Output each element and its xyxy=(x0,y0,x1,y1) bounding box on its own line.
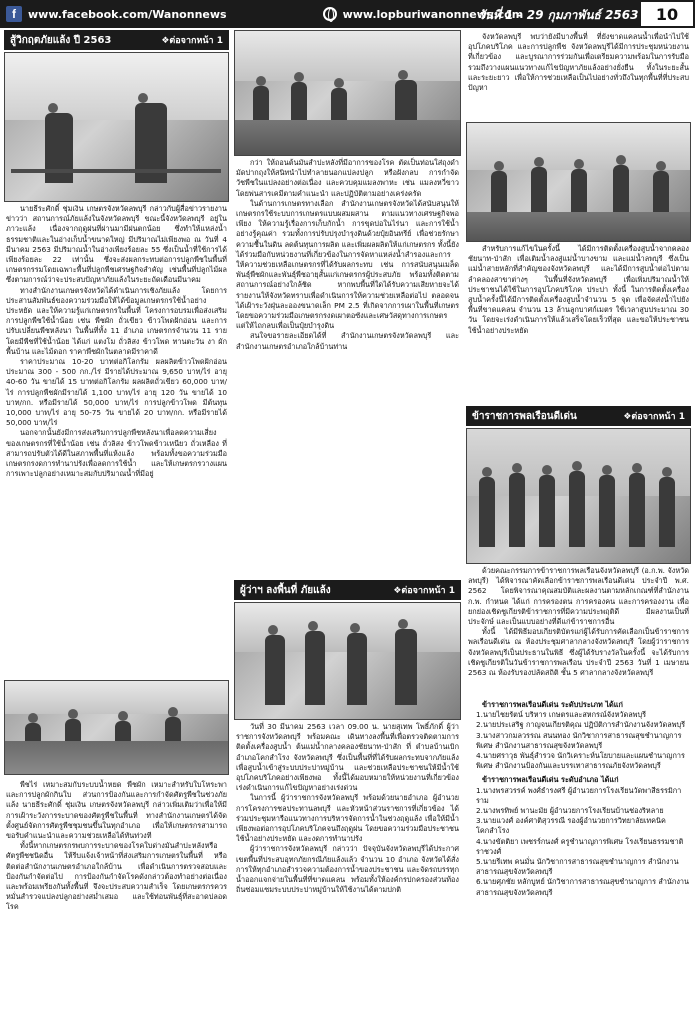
facebook-icon: f xyxy=(6,6,22,22)
page-number: 10 xyxy=(639,0,695,28)
drought-paragraph-3: ราคาประมาณ 10-20 บาทต่อกิโลกรัม ผลผลิตข้าวโพดฝักอ่อนประมาณ 300 - 500 กก./ไร่ มีรายได้ประมาณ 9,650 บาท/ไร่ อายุ 40-60 วัน ขายได้ 15 บาทต่อกิโลกรัม ผลผลิตถั่วเขียว 60,000 บาท/ไร่ การปลูกพืชผักมีรายได้ 1,100 บาท/ไร่ อายุ 120 วัน ขายได้ 10 บาท/กก. หรือมีรายได้ 50,000 บาท/ไร่ การปลูกข้าวโพด มีต้นทุน 10,000 บาท/ไร่ อายุ 50-75 วัน ขายได้ 20 บาท/กก. หรือมีรายได้ 50,000 บาท/ไร่ xyxy=(6,357,227,428)
drought-body-3 xyxy=(234,156,461,576)
issue-date: วันที่ 1 - 29 กุมภาพันธ์ 2563 xyxy=(478,8,639,22)
list-item: 1.นางพรสวรรค์ พงศ์ธำรงศรี ผู้อำนวยการโรงเรียนวัดพาสีธรรมิการาม xyxy=(476,785,682,805)
drought-paragraph-1: นายธีระศักดิ์ ชุ่มเงิน เกษตรจังหวัดลพบุรี กล่าวกับผู้สื่อข่าวรายงานข่าวว่า สถานการณ์ภัยแล้งในจังหวัดลพบุรี ขณะนี้จังหวัดลพบุรี อยู่ในภาวะแล้ง เนื่องจากฤดูฝนที่ผ่านมามีฝนตกน้อย ซึ่งทำให้แหล่งน้ำธรรมชาติและในอ่างเก็บน้ำขนาดใหญ่ มีปริมาณไม่เพียงพอ ณ วันที่ 4 มีนาคม 2563 มีปริมาณน้ำในอ่างเพียงร้อยละ 55 ซึ่งเป็นน้ำที่ใช้การได้เพียงร้อยละ 22 เท่านั้น ซึ่งจะส่งผลกระทบต่อการปลูกพืชในพื้นที่เกษตรกรรมโดยเฉพาะพื้นที่ปลูกพืชเศรษฐกิจสำคัญ เช่นพื้นที่ปลูกไม้ผล ซึ่งตามการณ์ว่าจะประสบปัญหาภัยแล้งในระยะถัดเดือนมีนาคม xyxy=(6,204,227,285)
water-body-2 xyxy=(466,30,691,120)
water-body-1 xyxy=(234,720,461,1018)
masthead-bar xyxy=(0,0,695,28)
volunteer-paragraph-1: ด้วยคณะกรรมการข้าราชการพลเรือนจังหวัดลพบุรี (อ.ก.พ. จังหวัดลพบุรี) ได้พิจารณาคัดเลือกข้าราชการพลเรือนดีเด่น ประจำปี พ.ศ. 2562 โดยพิจารณาคุณสมบัติและผลงานตามหลักเกณฑ์ที่สำนักงาน ก.พ. กำหนด ได้แก่ การครองตน การครองคน และการครองงาน เพื่อยกย่องเชิดชูเกียรติข้าราชการที่มีความประพฤติดี มีผลงานเป็นที่ประจักษ์ และเป็นแบบอย่างที่ดีแก่ข้าราชการอื่น xyxy=(468,566,689,627)
column-right xyxy=(466,30,691,1018)
column-left xyxy=(4,30,229,1018)
water-paragraph-1: วันที่ 30 มีนาคม 2563 เวลา 09.00 น. นายสุเทพ โพธิ์ภักดิ์ ผู้ว่าราชการจังหวัดลพบุรี พร้อมคณะ เดินทางลงพื้นที่เพื่อตรวจติดตามการติดตั้งเครื่องสูบน้ำ ต้นแม่น้ำกลางคลองชัยนาท-ป่าสัก ที่ ตำบลบ้านเบิก อำเภอโคกสำโรง จังหวัดลพบุรี ซึ่งเป็นพื้นที่ที่ได้รับผลกระทบจากภัยแล้ง เพื่อสูบน้ำเข้าสู่ระบบประปาหมู่บ้าน และช่วยเหลือประชาชนให้มีน้ำใช้อุปโภคบริโภคอย่างเพียงพอ ทั้งนี้ได้มอบหมายให้หน่วยงานที่เกี่ยวข้องเร่งดำเนินการแก้ไขปัญหาอย่างเร่งด่วน xyxy=(236,722,459,793)
drought-paragraph-7: กว่า ให้ถอนต้นมันสำปะหลังที่มีอาการของโรค ตัดเป็นท่อนใส่ถุงดำมัดปากถุงให้สนิทนำไปทำลายนอกแปลงปลูก หรือฝังกลบ การกำจัดวัชพืชในแปลงอย่างต่อเนื่อง และควบคุมแมลงพาหะ เช่น แมลงหวี่ขาว โดยพ่นสารเคมีตามคำแนะนำ และปฏิบัติตามอย่างเคร่งครัด xyxy=(236,158,459,198)
award-list xyxy=(466,694,691,898)
list-item: 1.นายไชยรัตน์ บริหาร เกษตรและสหกรณ์จังหวัดลพบุรี xyxy=(476,710,647,720)
drought-header xyxy=(4,30,229,50)
drought-photo-1 xyxy=(4,52,229,202)
water-header xyxy=(234,580,461,600)
drought-body-1 xyxy=(4,202,229,479)
volunteer-title: ข้าราชการพลเรือนดีเด่น xyxy=(472,410,577,422)
drought-paragraph-5: พืชไร่ เหมาะสมกับระบบน้ำหยด พืชผัก เหมาะสำหรับใบโหระพาและการปลูกผักกินใบ ส่วนการป้องกันและการกำจัดศัตรูพืชในช่วงภัยแล้ง นายธีระศักดิ์ ชุ่มเงิน เกษตรจังหวัดลพบุรี กล่าวเพิ่มเติมว่าเพื่อให้มีการเฝ้าระวังการระบาดของศัตรูพืชในพื้นที่ ทางสำนักงานเกษตรได้จัดตั้งศูนย์จัดการศัตรูพืชชุมชนขึ้นในทุกอำเภอ เพื่อให้เกษตรกรสามารถขอรับคำแนะนำและความช่วยเหลือได้ทันท่วงที xyxy=(6,780,227,841)
volunteer-continued: ❖ต่อจากหน้า 1 xyxy=(623,412,685,422)
field-photo xyxy=(234,30,461,156)
water-title: ผู้ว่าฯ ลงพื้นที่ ภัยแล้ง xyxy=(240,584,331,596)
list-item: 2.นายประเสริฐ กาญจนเกียรติคุณ ปฏิบัติการสำนักงานจังหวัดลพบุรี xyxy=(476,720,686,730)
water-body-3 xyxy=(466,242,691,402)
list-item: 4.นางขัตติยา เพชรร์กนงศ์ ครูชำนาญการพิเศษ โรงเรียนธรรมชาติราชวงศ์ xyxy=(476,836,684,856)
facebook-link[interactable] xyxy=(6,6,227,22)
list-item: 4.นายศราวุธ พันธุ์สำรวจ นักวิเคราะห์นโยบายและแผนชำนาญการพิเศษ สำนักงานป้องกันและบรรเทาสาธารณภัยจังหวัดลพบุรี xyxy=(476,751,685,771)
drought-body-2 xyxy=(4,778,229,913)
drought-paragraph-6: ทั้งนี้หากเกษตรกรพบการระบาดของโรคใบด่างมันสำปะหลังหรือศัตรูพืชชนิดอื่น ให้รีบแจ้งเจ้าหน้าที่ส่งเสริมการเกษตรในพื้นที่ หรือติดต่อสำนักงานเกษตรอำเภอใกล้บ้าน เพื่อดำเนินการตรวจสอบและป้องกันกำจัดต่อไป การป้องกันกำจัดโรคดังกล่าวต้องทำอย่างต่อเนื่องและพร้อมเพรียงกันทั้งพื้นที่ จึงจะประสบความสำเร็จ โดยเกษตรกรควรหมั่นสำรวจแปลงปลูกอย่างสม่ำเสมอ และใช้ท่อนพันธุ์ที่สะอาดปลอดโรค xyxy=(6,841,227,912)
drought-paragraph-2: ทางสำนักงานเกษตรจังหวัดได้ดำเนินการเชิงภัยแล้ง โดยการประสานสัมพันธ์ของความร่วมมือให้ได้ข้อมูลเกษตรกรใช้น้ำอย่างประหยัด และให้ความรู้แก่เกษตรกรในพื้นที่ โครงการอบรมเพื่อส่งเสริมการปลูกพืชใช้น้ำน้อย เช่น พืชผัก ถั่วเขียว ข้าวโพดฝักอ่อน และการปรับเปลี่ยนพืชหลังนา ในพื้นที่ทั้ง 11 อำเภอ เกษตรกรจำนวน 11 ราย โดยมีพืชที่ใช้น้ำน้อย ได้แก่ แตงโม ถั่วลิสง ข้าวโพด ทานตะวัน งา ผักพื้นบ้าน และไม้ดอก ราคาพืชผักในตลาดมีราคาดี xyxy=(6,285,227,356)
water-paragraph-5: สำหรับการแก้ไขในครั้งนี้ ได้มีการติดตั้งเครื่องสูบน้ำจากคลองชัยนาท-ป่าสัก เพื่อเติมน้ำลงสู่แม่น้ำบางขาม และแม่น้ำลพบุรี ซึ่งเป็นแม่น้ำสายหลักที่สำคัญของจังหวัดลพบุรี และได้มีการสูบน้ำต่อไปตามลำคลองสาขาต่างๆ ในพื้นที่จังหวัดลพบุรี เพื่อเพิ่มปริมาณน้ำให้ประชาชนได้ใช้ในการอุปโภคบริโภค ประปา ทั้งนี้ ในการติดตั้งเครื่องสูบน้ำครั้งนี้ได้มีการติดตั้งเครื่องสูบน้ำจำนวน 5 จุด เพื่อจัดส่งน้ำไปยังพื้นที่ขาดแคลน จำนวน 13 ล้านลูกบาศก์เมตร ใช้เวลาสูบประมาณ 30 วัน โดยจะเร่งดำเนินการให้แล้วเสร็จโดยเร็วที่สุด และขอให้ประชาชนใช้น้ำอย่างประหยัด xyxy=(468,244,689,335)
volunteer-paragraph-2: ทั้งนี้ ได้มีพิธีมอบเกียรติบัตรแก่ผู้ได้รับการคัดเลือกเป็นข้าราชการพลเรือนดีเด่น ณ ห้องประชุมศาลากลางจังหวัดลพบุรี โดยผู้ว่าราชการจังหวัดลพบุรีเป็นประธานในพิธี ซึ่งผู้ได้รับรางวัลในครั้งนี้ จะได้รับการเชิดชูเกียรติในวันข้าราชการพลเรือน ประจำปี 2563 วันที่ 1 เมษายน 2563 ณ ห้องรับรองปลัดสถิติ ชั้น 5 ศาลากลางจังหวัดลพบุรี xyxy=(468,627,689,678)
column-middle xyxy=(234,30,461,1018)
drought-contact: สนใจขอรายละเอียดได้ที่ สำนักงานเกษตรจังหวัดลพบุรี และสำนักงานเกษตรอำเภอใกล้บ้านท่าน xyxy=(236,331,459,351)
drought-paragraph-8: ในด้านการเกษตรทางเลือก สำนักงานเกษตรจังหวัดได้สนับสนุนให้เกษตรกรใช้ระบบการเกษตรแบบผสมผสาน ตามแนวทางเศรษฐกิจพอเพียง ให้ความรู้เรื่องการเก็บกักน้ำ การขุดบ่อในไร่นา และการใช้น้ำอย่างรู้คุณค่า รวมทั้งการปรับปรุงบำรุงดินด้วยปุ๋ยอินทรีย์ เพื่อช่วยรักษาความชื้นในดิน ลดต้นทุนการผลิต และเพิ่มผลผลิตให้แก่เกษตรกร ทั้งนี้ยังได้ร่วมมือกับหน่วยงานที่เกี่ยวข้องในการจัดหาแหล่งน้ำสำรองและการให้ความช่วยเหลือเกษตรกรที่ได้รับผลกระทบ เช่น การสนับสนุนเมล็ดพันธุ์พืชผักและพันธุ์พืชอายุสั้นแก่เกษตรกรผู้ประสบภัย พร้อมทั้งติดตามสถานการณ์อย่างใกล้ชิด หากพบพื้นที่ใดได้รับความเสียหายจะได้รายงานให้จังหวัดทราบเพื่อดำเนินการให้ความช่วยเหลือต่อไป ตลอดจนได้เฝ้าระวังฝุ่นละอองขนาดเล็ก PM 2.5 ที่เกิดจากการเผาในพื้นที่เกษตร โดยขอความร่วมมือเกษตรกรงดเผาตอซังและเศษวัสดุทางการเกษตร แต่ให้ไถกลบเพื่อเป็นปุ๋ยบำรุงดิน xyxy=(236,198,459,331)
drought-continued: ❖ต่อจากหน้า 1 xyxy=(161,36,223,46)
pump-photo xyxy=(466,122,691,242)
list-item: 6.นายศุภชัย หลักบูทย์ นักวิชาการสาธารณสุขชำนาญการ สำนักงานสาธารณสุขจังหวัดลพบุรี xyxy=(476,877,689,897)
drought-paragraph-4: นอกจากนั้นยังมีการส่งเสริมการปลูกพืชหลังนาเพื่อลดความเสี่ยงของเกษตรกรที่ใช้น้ำน้อย เช่น ถั่วลิสง ข้าวโพดข้าวเหนียว ถั่วเหลือง ที่สามารถปรับตัวได้ดีในสภาพพื้นที่แห้งแล้ง พร้อมทั้งขอความร่วมมือเกษตรกรงดการทำนาปรังเพื่อลดการใช้น้ำ และให้เกษตรกรวางแผนการเพาะปลูกอย่างเหมาะสมกับปริมาณน้ำที่มีอยู่ xyxy=(6,428,227,479)
water-paragraph-2: ในการนี้ ผู้ว่าราชการจังหวัดลพบุรี พร้อมด้วยนายอำเภอ ผู้อำนวยการโครงการชลประทานลพบุรี และหัวหน้าส่วนราชการที่เกี่ยวข้อง ได้ร่วมประชุมหารือแนวทางการบริหารจัดการน้ำในช่วงฤดูแล้ง เพื่อให้มีน้ำเพียงพอต่อการอุปโภคบริโภคจนถึงฤดูฝน โดยขอความร่วมมือประชาชนใช้น้ำอย่างประหยัด และงดการทำนาปรัง xyxy=(236,793,459,844)
list-1-title: ข้าราชการพลเรือนดีเด่น ระดับประเภท ได้แก่ xyxy=(482,700,623,709)
water-paragraph-3: ผู้ว่าราชการจังหวัดลพบุรี กล่าวว่า ปัจจุบันจังหวัดลพบุรีได้ประกาศเขตพื้นที่ประสบอุทกภัยกรณีภัยแล้งแล้ว จำนวน 10 อำเภอ จังหวัดได้สั่งการให้ทุกอำเภอสำรวจความต้องการน้ำของประชาชน และจัดรถบรรทุกน้ำออกแจกจ่ายในพื้นที่ที่ขาดแคลน พร้อมทั้งให้องค์กรปกครองส่วนท้องถิ่นซ่อมแซมระบบประปาหมู่บ้านให้ใช้งานได้ตามปกติ xyxy=(236,844,459,895)
list-item: 3.นายแวงศ์ องค์ศาติสุวรรณี รองผู้อำนวยการวิทยาลัยเทคนิคโคกสำโรง xyxy=(476,816,666,836)
website-url: www.lopburiwanonnews.com xyxy=(342,7,524,21)
volunteer-body xyxy=(466,564,691,694)
water-photo xyxy=(234,602,461,720)
list-item: 3.นางสาวกมลวรรณ สนนทอง นักวิชาการสาธารณสุขชำนาญการพิเศษ สำนักงานสาธารณสุขจังหวัดลพบุรี xyxy=(476,730,682,750)
globe-icon xyxy=(323,7,337,21)
volunteer-header xyxy=(466,406,691,426)
drought-photo-2 xyxy=(4,680,229,775)
facebook-url: www.facebook.com/Wanonnews xyxy=(28,7,227,21)
drought-title: สู้วิกฤตภัยแล้ง ปี 2563 xyxy=(10,34,112,46)
list-item: 5.นายรีเทพ คนมั่น นักวิชาการสาธารณสุขชำนาญการ สำนักงานสาธารณสุขจังหวัดลพบุรี xyxy=(476,857,679,877)
list-item: 2.นางพรทิพย์ พานะมัย ผู้อำนวยการโรงเรียนบ้านช่องริหลาย xyxy=(476,806,664,816)
water-paragraph-4: จังหวัดลพบุรี พบว่ายังมีบางพื้นที่ ที่ยังขาดแคลนน้ำเพื่อนำไปใช้อุปโภคบริโภค และการปลูกพืช จังหวัดลพบุรีได้มีการประชุมหน่วยงานที่เกี่ยวข้อง และบูรณาการร่วมกันเพื่อเตรียมความพร้อมในการรับมือ รวมถึงวางแผนแนวทางแก้ไขปัญหาภัยแล้งอย่างยั่งยืน ทั้งในระยะสั้นและระยะยาว เพื่อให้การช่วยเหลือเป็นไปอย่างทั่วถึงในทุกพื้นที่ที่ประสบปัญหา xyxy=(468,32,689,93)
list-2-title: ข้าราชการพลเรือนดีเด่น ระดับอำเภอ ได้แก่ xyxy=(482,775,619,785)
water-continued: ❖ต่อจากหน้า 1 xyxy=(393,586,455,596)
award-photo xyxy=(466,428,691,564)
